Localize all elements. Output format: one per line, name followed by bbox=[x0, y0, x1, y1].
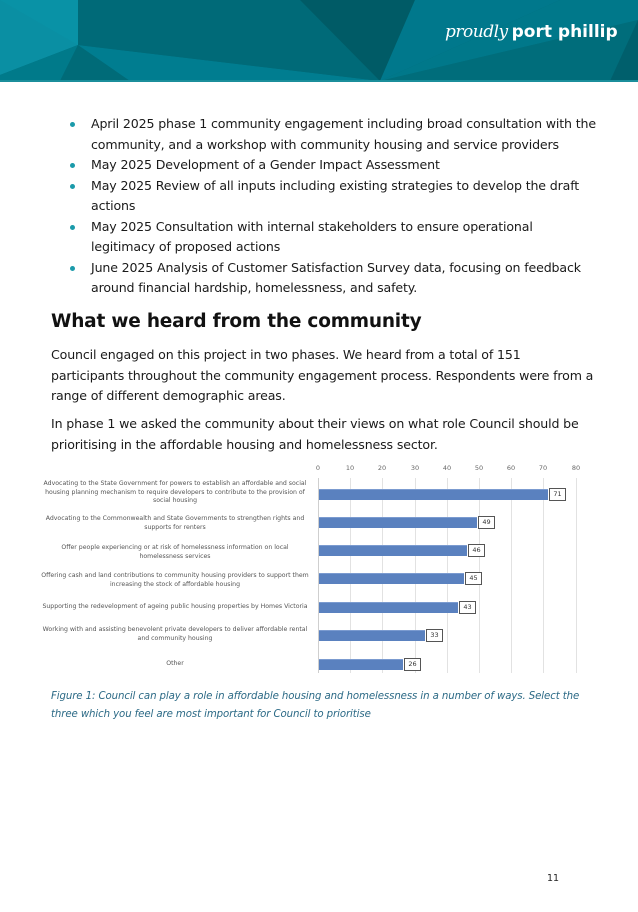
logo-brand-text: port phillip bbox=[511, 22, 618, 42]
list-item-text: May 2025 Consultation with internal stakeholders to ensure operational legitimacy of proposed actions bbox=[91, 218, 533, 254]
bar bbox=[319, 517, 477, 528]
gridline bbox=[576, 478, 577, 673]
bullet-icon bbox=[70, 225, 75, 230]
category-label: Advocating to the Commonwealth and State Governments to strengthen rights and supports for renters bbox=[45, 515, 305, 531]
list-item bbox=[68, 258, 598, 299]
list-item bbox=[68, 114, 598, 155]
x-tick: 30 bbox=[410, 464, 420, 472]
category-label: Offering cash and land contributions to community housing providers to support them increasing the stock of affordable housing bbox=[41, 572, 309, 588]
list-item bbox=[68, 176, 598, 217]
data-label: 49 bbox=[478, 516, 495, 529]
x-tick: 50 bbox=[474, 464, 484, 472]
question-paragraph: In phase 1 we asked the community about their views on what role Council should be prioritising in the affordable housing and homelessness sector. bbox=[51, 416, 579, 452]
bar-chart bbox=[0, 460, 638, 675]
section-heading: What we heard from the community bbox=[51, 311, 422, 332]
bar bbox=[319, 545, 467, 556]
data-label: 43 bbox=[459, 601, 476, 614]
header-divider bbox=[0, 80, 638, 82]
list-item bbox=[68, 155, 598, 176]
list-item-text: April 2025 phase 1 community engagement including broad consultation with the community, and a workshop with community housing and service providers bbox=[91, 116, 596, 152]
page-number: 11 bbox=[547, 873, 560, 884]
list-item-text: June 2025 Analysis of Customer Satisfaction Survey data, focusing on feedback around financial hardship, homelessness, and safety. bbox=[91, 259, 581, 295]
bar bbox=[319, 573, 464, 584]
bar bbox=[319, 630, 425, 641]
x-tick: 20 bbox=[377, 464, 387, 472]
data-label: 45 bbox=[465, 572, 482, 585]
list-item-text: May 2025 Development of a Gender Impact Assessment bbox=[91, 157, 440, 172]
x-tick: 70 bbox=[538, 464, 548, 472]
brand-logo bbox=[445, 22, 618, 42]
bar bbox=[319, 659, 403, 670]
x-tick: 0 bbox=[315, 464, 321, 472]
bullet-icon bbox=[70, 184, 75, 189]
category-label: Advocating to the State Government for powers to establish an affordable and social housing planning mechanism to require developers to contribute to the provision of social housing bbox=[43, 480, 307, 504]
list-item bbox=[68, 217, 598, 258]
bullet-icon bbox=[70, 266, 75, 271]
data-label: 26 bbox=[404, 658, 421, 671]
category-label: Working with and assisting benevolent private developers to deliver affordable rental and community housing bbox=[42, 626, 308, 642]
x-tick: 80 bbox=[571, 464, 581, 472]
list-item-text: May 2025 Review of all inputs including existing strategies to develop the draft actions bbox=[91, 177, 580, 213]
timeline-list bbox=[68, 114, 598, 299]
figure-caption: Figure 1: Council can play a role in affordable housing and homelessness in a number of ways. Select the three which you feel are most important for Council to prioritise bbox=[51, 691, 580, 720]
data-label: 46 bbox=[468, 544, 485, 557]
x-tick: 60 bbox=[506, 464, 516, 472]
x-tick: 10 bbox=[345, 464, 355, 472]
logo-script-text: proudly bbox=[445, 22, 508, 42]
bar bbox=[319, 489, 548, 500]
category-label: Supporting the redevelopment of ageing public housing properties by Homes Victoria bbox=[42, 603, 308, 610]
bar bbox=[319, 602, 458, 613]
bullet-icon bbox=[70, 163, 75, 168]
gridline bbox=[511, 478, 512, 673]
bullet-icon bbox=[70, 122, 75, 127]
intro-paragraph: Council engaged on this project in two phases. We heard from a total of 151 participants throughout the community engagement process. Respondents were from a range of different demographic areas. bbox=[51, 347, 594, 403]
data-label: 71 bbox=[549, 488, 566, 501]
category-label: Offer people experiencing or at risk of homelessness information on local homelessness services bbox=[61, 544, 289, 560]
header-banner bbox=[0, 0, 638, 81]
gridline bbox=[543, 478, 544, 673]
category-label: Other bbox=[166, 660, 184, 667]
x-tick: 40 bbox=[442, 464, 452, 472]
data-label: 33 bbox=[426, 629, 443, 642]
